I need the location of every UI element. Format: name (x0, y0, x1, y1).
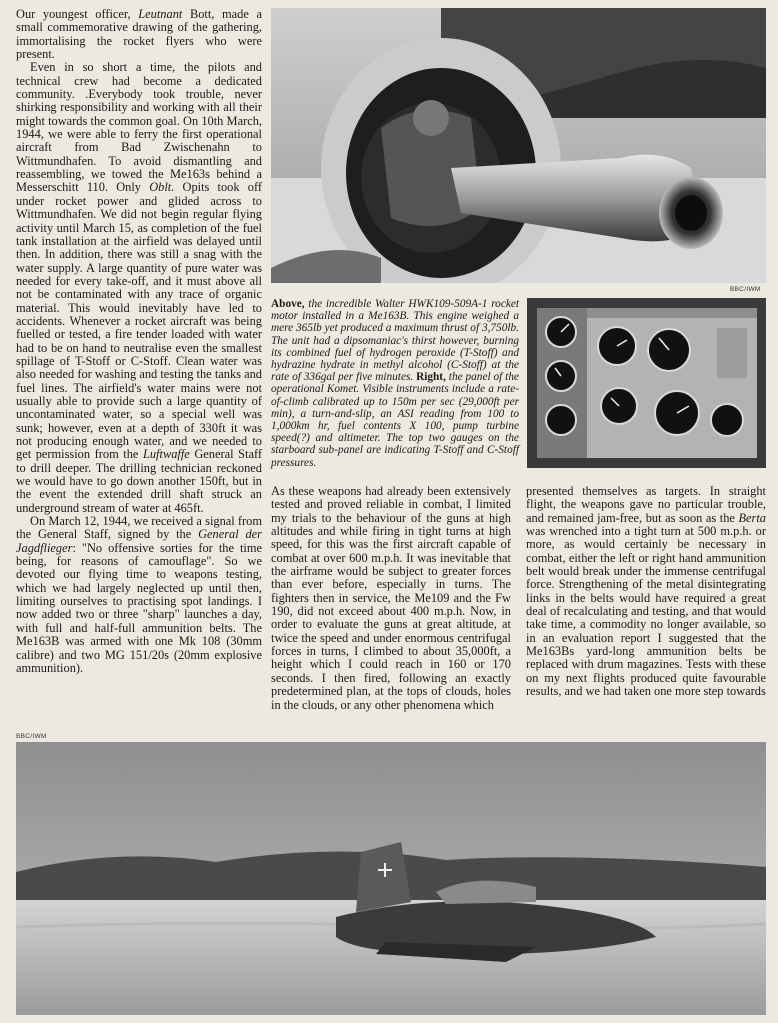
paragraph-2: Even in so short a time, the pilots and technical crew had become a dedicated community. .Everybody took trouble, never shirking responsibility and working with all their might towards the common goal. On 10th March, 1944, we were able to ferry the first operational aircraft from Bad Zwischenahn to Wittmundhafen. To avoid dismantling and reassembling, we towed the Me163s behind a Messerschitt 110. Only Oblt. Opits took off under rocket power and glided across to Wittmundhafen. We did not begin regular flying activity until March 15, as completion of the fuel tank installation at the airfield was delayed until then. In addition, there was still a snag with the water supply. A large quantity of pure water was needed for every take-off, and it must above all not be contaminated with any trace of organic material. This would inevitably have led to accidents. Whenever a rocket aircraft was being fuelled or tested, a fire tender loaded with water had to be on hand to neutralise even the smallest spillage of T-Stoff or C-Stoff. Clean water was also needed for washing and testing the tanks and fuel lines. The airfield's water mains were not usually able to provide such a large quantity of uncontaminated water, so a special well was sunk; however, even at a depth of 330ft it was not producing enough water, and we needed to get permission from the Luftwaffe General Staff to drill deeper. The drilling technician reckoned we would have to go down another 150ft, but in the event the extended drill shaft struck an underground stream of water at 465ft. (16, 60, 262, 515)
middle-text-column (271, 485, 511, 712)
photo-credit-aircraft: BBC/IWM (16, 733, 47, 740)
instrument-panel-photo (527, 298, 766, 468)
paragraph-3: On March 12, 1944, we received a signal from the General Staff, signed by the General der Jagdflieger: "No offensive sorties for the time being, for reasons of camouflage". So we devoted our flying time to weapons testing, which we had largely neglected up until then, limiting ourselves to practising spot landings. I now added two or three "sharp" launches a day, with full and half-full ammunition belts. The Me163B was armed with one Mk 108 (30mm calibre) and two MG 151/20s (20mm explosive ammunition). (16, 514, 262, 675)
komet-aircraft-image (16, 742, 766, 1015)
rocket-engine-photo (271, 8, 766, 283)
left-text-column (16, 8, 262, 675)
caption-above-label: Above, (271, 298, 305, 310)
komet-aircraft-photo (16, 742, 766, 1015)
middle-paragraph: As these weapons had already been extensively tested and proved reliable in combat, I limited my trials to the behaviour of the guns at high altitudes and while firing in tight turns at high speed, for this was the first aircraft capable of combat at over 600 m.p.h. It was inevitable that the airframe would be subject to greater forces than ever before, especially in turns. The fighters then in service, the Me109 and the Fw 190, did not exceed about 400 m.p.h. Now, in order to evaluate the guns at great altitude, at twice the speed and under enormous centrifugal forces in turns, I climbed to about 35,000ft, a height which I could reach in 160 or 170 seconds. I then fired, following an exactly predetermined plan, at the tops of clouds, holes in the clouds, or any other phenomena which (271, 484, 511, 712)
photo-caption: Above, the incredible Walter HWK109-509A-1 rocket motor installed in a Me163B. This engine weighed a mere 365lb yet produced a maximum thrust of 3,750lb. The unit had a dipsomaniac's thirst however, burning its combined fuel of hydrogen peroxide (T-Stoff) and hydrazine hydrate in methyl alcohol (C-Stoff) at the rate of 336gal per five minutes. Right, the panel of the operational Komet. Visible instruments include a rate-of-climb calibrated up to 150m per sec (29,000ft per min), a turn-and-slip, an ASI reading from 100 to 1,000km hr, fuel contents X 100, pump turbine speed(?) and altimeter. The top two gauges on the starboard sub-panel are indicating T-Stoff and C-Stoff pressures. (271, 298, 519, 469)
paragraph-1: Our youngest officer, Leutnant Bott, made a small commemorative drawing of the gathering, immortalising the rocket flyers who were present. (16, 7, 262, 62)
photo-credit-engine: BBC/IWM (730, 286, 761, 293)
rocket-engine-image (271, 8, 766, 283)
instrument-panel-image (527, 298, 766, 468)
right-text-column (526, 485, 766, 699)
right-paragraph: presented themselves as targets. In straight flight, the weapons gave no particular trouble, and remained jam-free, but as soon as the Berta was wrenched into a tight turn at 500 m.p.h. or more, as would certainly be necessary in combat, either the left or right hand ammunition belt would break under the immense centrifugal force. Strengthening of the metal disintegrating links in the belts would have required a great deal of recalculating and testing, and that would take time, a commodity no longer available, so in an evaluation report I suggested that the Me163Bs yard-long ammunition belts be replaced with drum magazines. Tests with these on my next flights produced quite favourable results, and we had taken one more step towards (526, 484, 766, 699)
caption-right-label: Right, (416, 371, 446, 384)
